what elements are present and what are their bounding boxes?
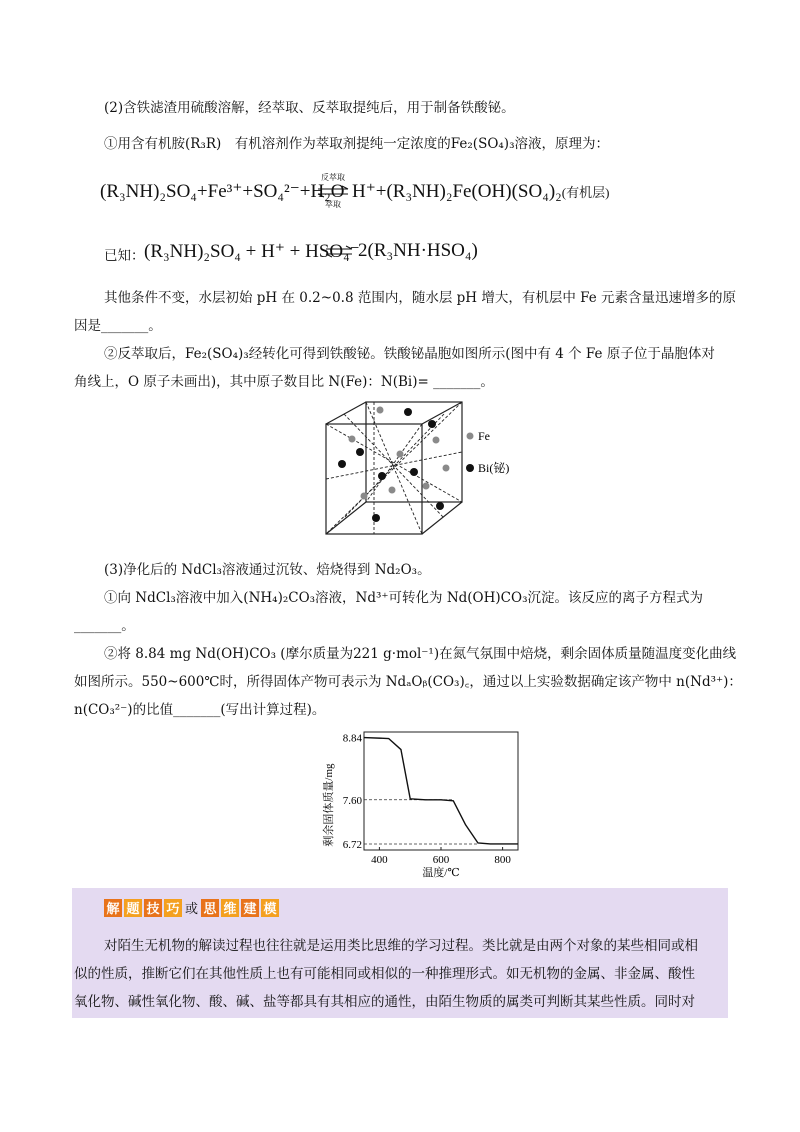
tips-char-4: 巧: [164, 899, 182, 917]
reversible-arrow: [316, 172, 350, 212]
fe-legend-dot-icon: [467, 433, 474, 440]
eq2-left: (R₃NH)₂SO₄ + H⁺ + HSO₄⁻: [144, 241, 360, 262]
legend-fe: Fe: [478, 429, 490, 443]
tips-char-5: 思: [201, 899, 219, 917]
x-tick-label: 600: [432, 854, 450, 866]
arrow-bottom-label: 萃取: [325, 200, 341, 209]
eq1-note: (有机层): [561, 185, 610, 200]
tips-char-3: 技: [144, 899, 162, 917]
bi-legend-dot-icon: [466, 464, 474, 472]
eq1-right-wrap: [352, 180, 609, 203]
eq1-left: (R₃NH)₂SO₄+Fe³⁺+SO₄²⁻+H₂O: [100, 181, 345, 202]
y-tick-label: 8.84: [342, 732, 362, 745]
equilibrium-arrow-icon: [324, 244, 354, 260]
x-tick-label: 400: [371, 854, 388, 866]
q2-sub2-line2: 角线上，O 原子未画出)，其中原子数目比 N(Fe)：N(Bi)= _______。: [74, 374, 494, 390]
q2-sub1-text: ①用含有机胺(R₃R) 有机溶剂作为萃取剂提纯一定浓度的Fe₂(SO₄)₃溶液，原理为：: [104, 136, 609, 152]
tips-char-7: 建: [241, 899, 259, 917]
arrow-top-label: 反萃取: [321, 173, 345, 182]
q3-sub1-line2: _______。: [74, 618, 135, 634]
equation-1: [100, 180, 345, 203]
tips-line3: 氧化物、碱性氧化物、酸、碱、盐等都具有其相应的通性，由陌生物质的属类可判断其某些性质。同时对: [74, 994, 695, 1010]
q2-intro: (2)含铁滤渣用硫酸溶解，经萃取、反萃取提纯后，用于制备铁酸铋。: [104, 100, 515, 116]
mass-temperature-chart: [322, 730, 522, 880]
y-tick-label: 6.72: [342, 838, 362, 851]
q3-sub2-line1: ②将 8.84 mg Nd(OH)CO₃ (摩尔质量为221 g·mol⁻¹)在氮气氛围中焙烧，剩余固体质量随温度变化曲线: [104, 646, 737, 662]
chart-ylabel: 剩余固体质量/mg: [323, 763, 335, 847]
legend-bi: Bi(铋): [478, 461, 510, 475]
q3-sub2-line2: 如图所示。550~600℃时，所得固体产物可表示为 NdₐOᵦ(CO₃)꜀，通过以上实验数据确定该产物中 n(Nd³⁺)：: [74, 674, 742, 690]
chart-frame: [364, 732, 518, 850]
eq2-right: 2(R₃NH·HSO₄): [358, 240, 478, 261]
x-tick-label: 800: [494, 854, 511, 866]
q2-para1-line2: 因是_______。: [74, 318, 162, 334]
q3-intro: (3)净化后的 NdCl₃溶液通过沉钕、焙烧得到 Nd₂O₃。: [104, 562, 431, 578]
tips-char-1: 解: [104, 899, 122, 917]
tips-char-6: 维: [221, 899, 239, 917]
q2-para1-line1: 其他条件不变，水层初始 pH 在 0.2~0.8 范围内，随水层 pH 增大，有机层中 Fe 元素含量迅速增多的原: [104, 290, 737, 306]
known-label: 已知：: [104, 248, 145, 264]
chart-xlabel: 温度/℃: [422, 867, 460, 879]
tips-or: 或: [185, 902, 199, 917]
q3-sub1-line1: ①向 NdCl₃溶液中加入(NH₄)₂CO₃溶液，Nd³⁺可转化为 Nd(OH)CO₃沉淀。该反应的离子方程式为: [104, 590, 703, 606]
mass-curve-line: [364, 738, 518, 844]
tips-line2: 似的性质，推断它们在其他性质上也有可能相同或相似的一种推理形式。如无机物的金属、非金属、酸性: [74, 966, 695, 982]
tips-line1: 对陌生无机物的解读过程也往往就是运用类比思维的学习过程。类比就是由两个对象的某些相同或相: [104, 938, 698, 954]
tips-title: [104, 898, 279, 917]
q3-sub2-line3: n(CO₃²⁻)的比值_______(写出计算过程)。: [74, 702, 326, 718]
q2-sub2-line1: ②反萃取后，Fe₂(SO₄)₃经转化可得到铁酸铋。铁酸铋晶胞如图所示(图中有 4 个 Fe 原子位于晶胞体对: [104, 346, 715, 362]
double-arrow-icon: [316, 185, 350, 199]
y-tick-label: 7.60: [342, 794, 362, 807]
eq1-right: H⁺+(R₃NH)₂Fe(OH)(SO₄)₂: [352, 181, 562, 202]
tips-char-2: 题: [124, 899, 142, 917]
tips-char-8: 模: [261, 899, 279, 917]
crystal-cell-figure: [316, 394, 516, 544]
